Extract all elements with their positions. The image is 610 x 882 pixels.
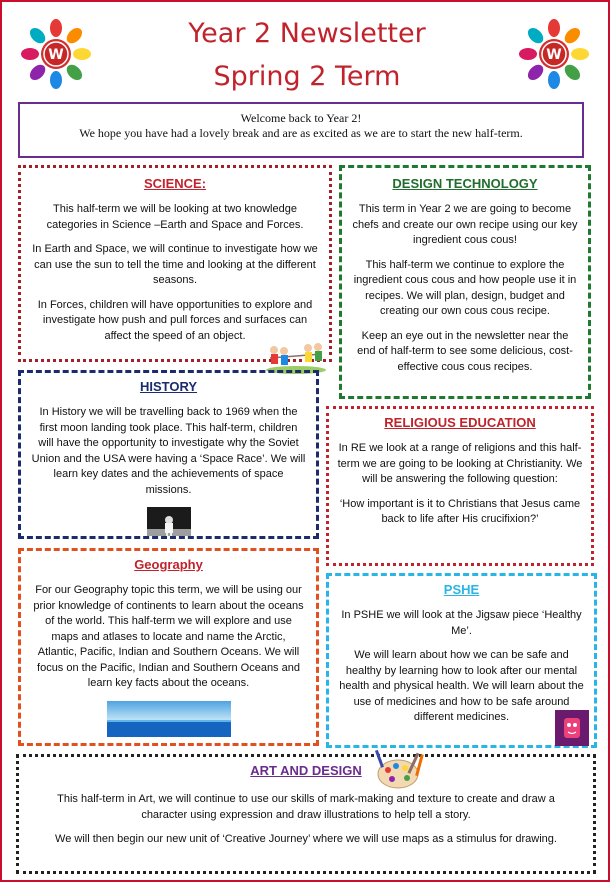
- logo-letter: W: [48, 47, 64, 63]
- tug-of-war-illustration: [264, 338, 328, 374]
- science-heading: SCIENCE:: [143, 176, 207, 191]
- religious-education-paragraph-1: In RE we look at a range of religions and this half-term we are going to be looking at Christianity. We will be answering the following question:: [337, 442, 583, 485]
- history-paragraph-1: In History we will be travelling back to 1969 when the first moon landing took place. This half-term, children will have the opportunity to investigate why the Soviet Union and the USA were having a ‘Space Race’. We will learn key dates and the achievements of space missions.: [31, 406, 306, 496]
- design-technology-paragraph-3: Keep an eye out in the newsletter near the end of half-term to see some delicious, cost-effective cous cous recipes.: [357, 329, 573, 373]
- jigsaw-character-icon: [555, 710, 589, 746]
- science-paragraph-1: This half-term we will be looking at two knowledge categories in Science –Earth and Space and Forces.: [46, 203, 304, 231]
- science-paragraph-3: In Forces, children will have opportunities to explore and investigate how push and pull forces and surfaces can affect the speed of an object.: [37, 298, 313, 342]
- palette-icon: [372, 748, 430, 792]
- science-section: [18, 165, 332, 362]
- logo-letter: W: [546, 47, 562, 63]
- design-technology-paragraph-2: This half-term we continue to explore the ingredient cous cous and how people use it in recipes. We will plan, design, budget and creating our own cous cous recipe.: [353, 258, 577, 317]
- tug-of-war-icon: [264, 338, 328, 374]
- art-and-design-paragraph-2: We will then begin our new unit of ‘Creative Journey’ where we will use maps as a stimulus for drawing.: [55, 833, 557, 845]
- history-heading: HISTORY: [139, 379, 198, 394]
- religious-education-heading: RELIGIOUS EDUCATION: [384, 415, 536, 430]
- art-and-design-section: [16, 754, 596, 874]
- newsletter-subtitle: Spring 2 Term: [213, 61, 401, 92]
- pshe-heading: PSHE: [443, 582, 480, 597]
- design-technology-paragraph-1: This term in Year 2 we are going to become chefs and create our own recipe using our key ingredient cous cous!: [352, 203, 578, 246]
- jigsaw-character-illustration: [555, 710, 589, 746]
- geography-section: [18, 548, 319, 746]
- welcome-line-1: Welcome back to Year 2!: [240, 111, 362, 125]
- ocean-image: [107, 701, 231, 737]
- newsletter-title: Year 2 Newsletter: [188, 18, 426, 49]
- religious-education-paragraph-2: ‘How important is it to Christians that Jesus came back to life after His crucifixion?’: [339, 497, 581, 525]
- science-paragraph-2: In Earth and Space, we will continue to investigate how we can use the sun to tell the time and looking at the different seasons.: [32, 243, 318, 286]
- geography-heading: Geography: [134, 557, 203, 572]
- religious-education-section: [326, 406, 594, 566]
- moon-landing-image: [147, 507, 191, 539]
- art-palette-illustration: [372, 748, 430, 792]
- pshe-paragraph-2: We will learn about how we can be safe and healthy by learning how to look after our mental health and physical health. We will learn about the use of medicines and how to be safe around different medicines.: [339, 649, 584, 723]
- welcome-box: [18, 102, 584, 158]
- pshe-paragraph-1: In PSHE we will look at the Jigsaw piece ‘Healthy Me’.: [341, 609, 582, 637]
- history-section: [18, 370, 319, 539]
- geography-paragraph-1: For our Geography topic this term, we will be using our prior knowledge of continents to learn about the oceans of the world. This half-term we will explore and use maps and atlases to locate and name the Arctic, Atlantic, Pacific, Indian and Southern Oceans. We will focus on the Pacific, Indian and Southern Oceans and learn key facts about the oceans.: [33, 584, 304, 689]
- design-technology-heading: DESIGN TECHNOLOGY: [392, 176, 538, 191]
- art-and-design-paragraph-1: This half-term in Art, we will continue to use our skills of mark-making and texture to create and draw a character using expression and draw illustrations to help tell a story.: [57, 793, 555, 821]
- design-technology-section: [339, 165, 591, 399]
- welcome-line-2: We hope you have had a lovely break and are as excited as we are to start the new half-term.: [79, 126, 523, 140]
- art-and-design-heading: ART AND DESIGN: [250, 763, 362, 778]
